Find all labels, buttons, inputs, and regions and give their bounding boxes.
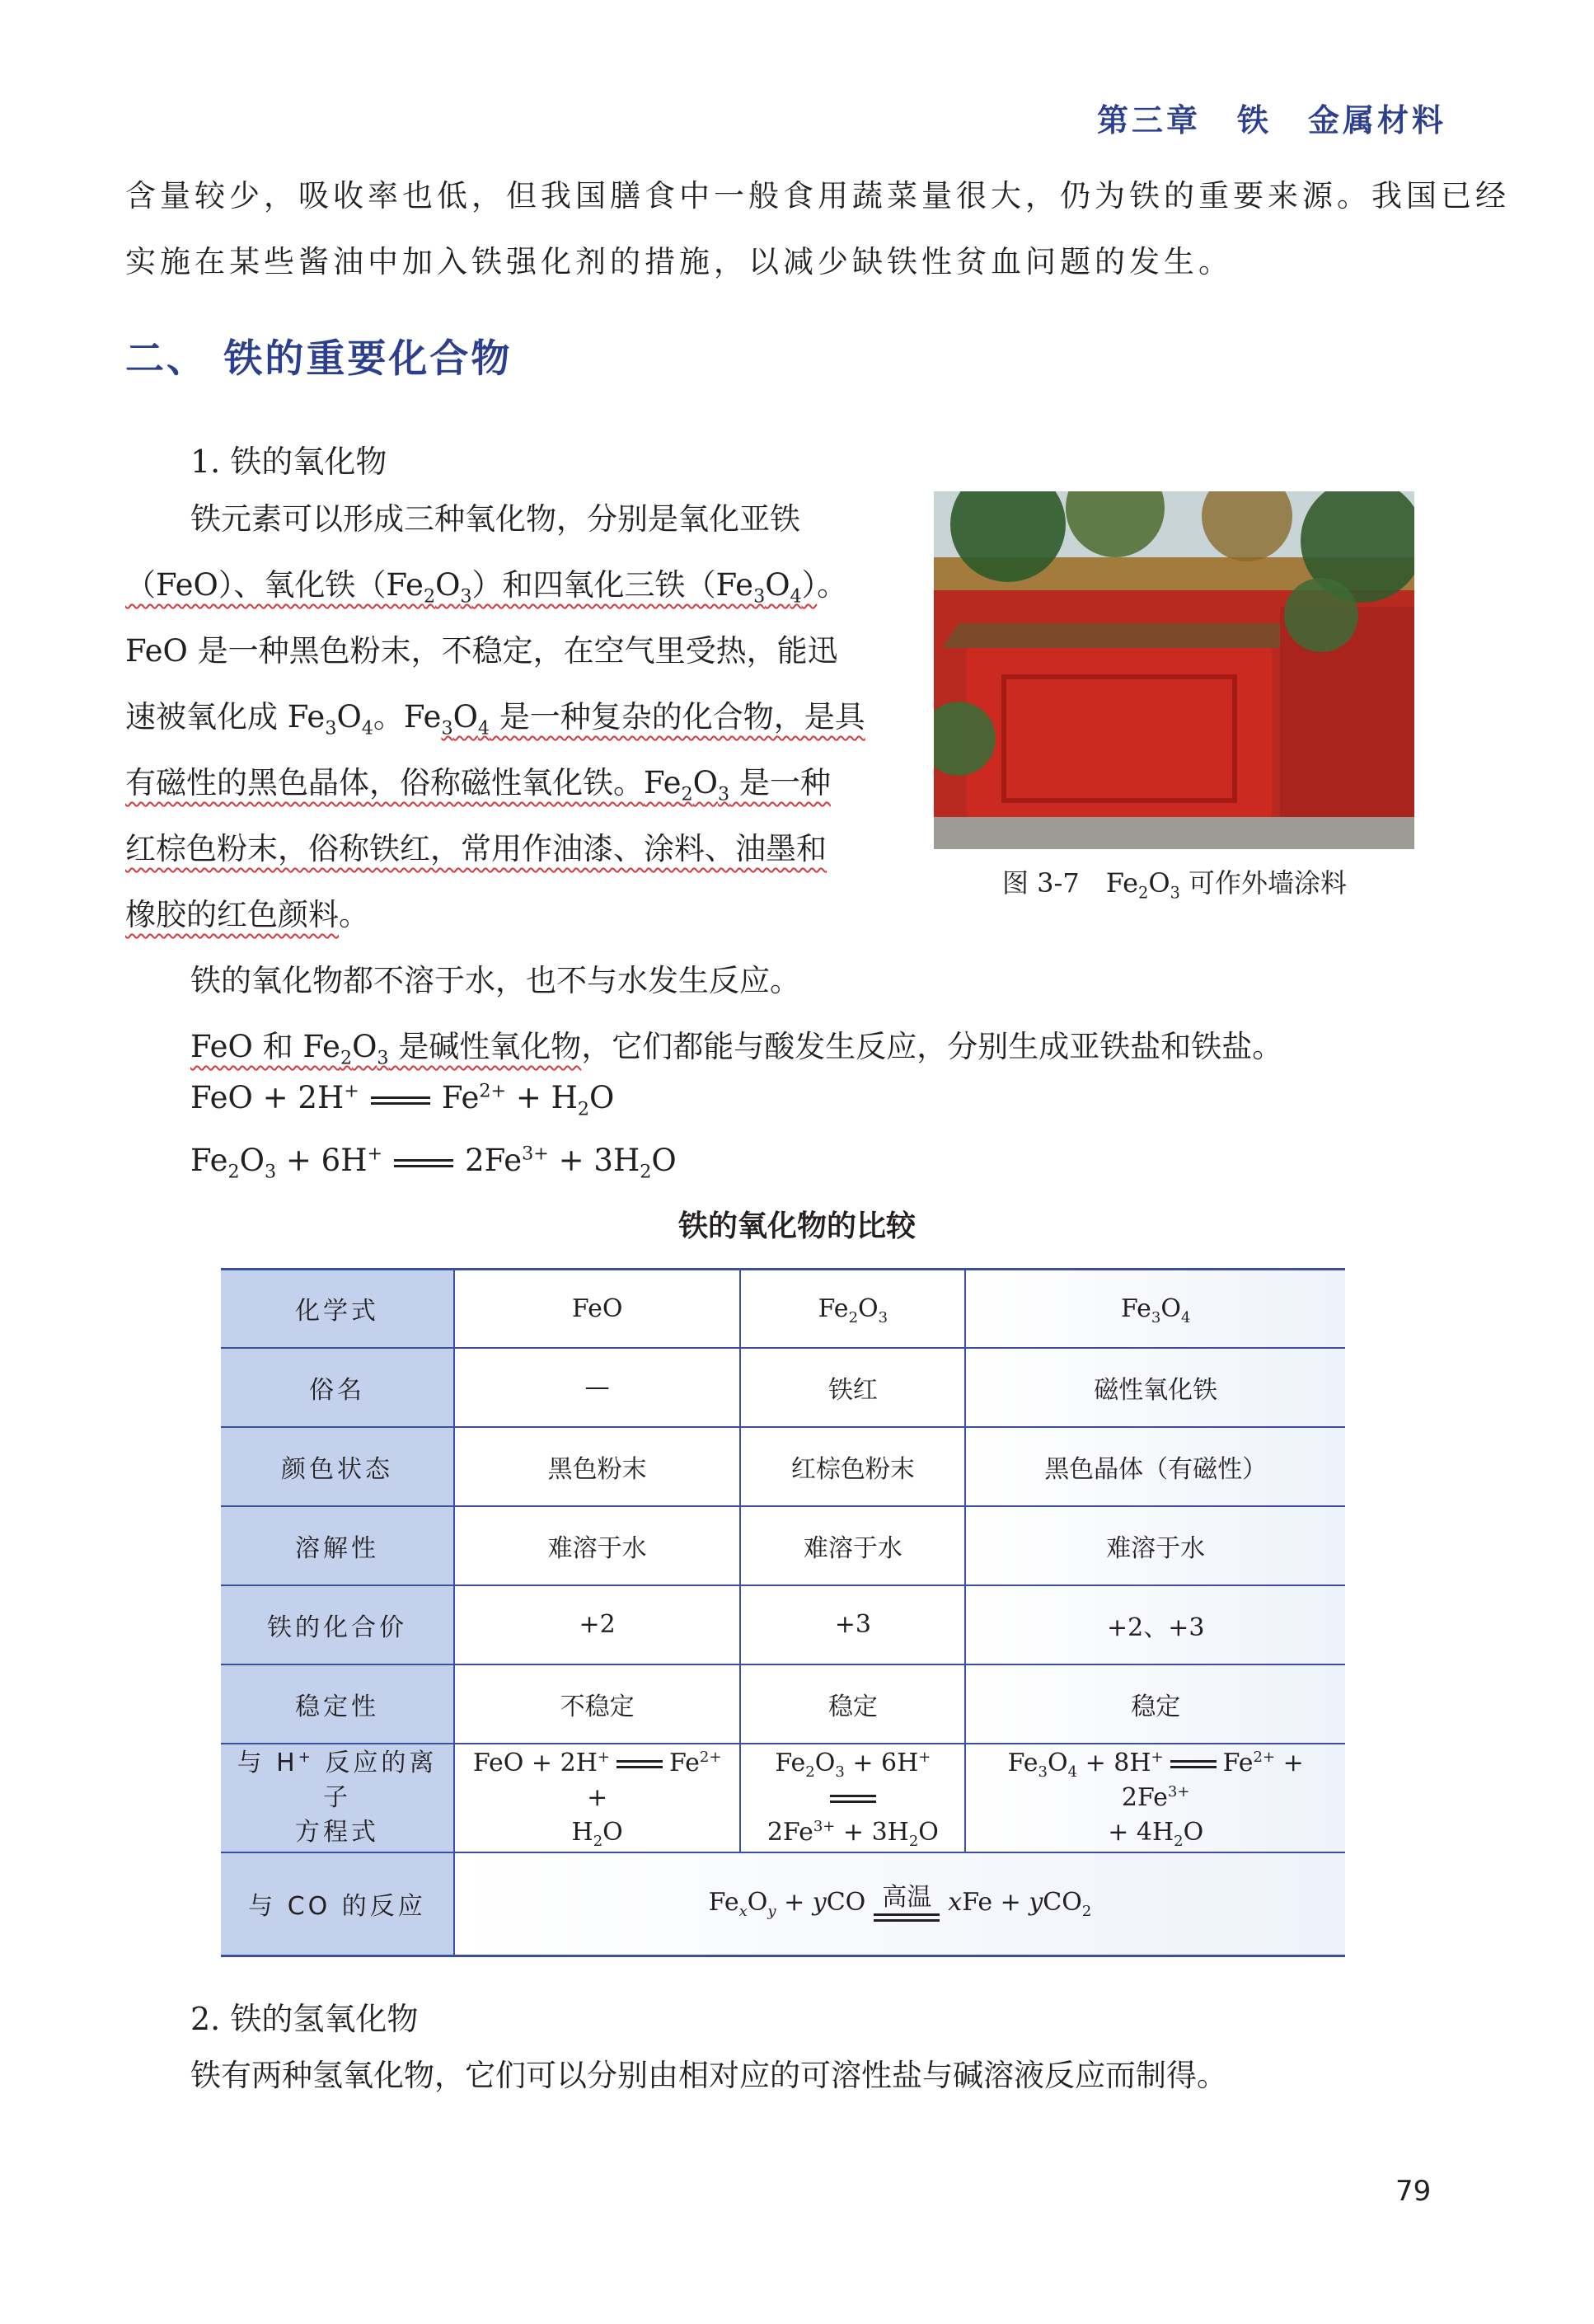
row-label-stability: 稳定性 xyxy=(221,1664,454,1744)
cell-acid-feo: FeO + 2H+ $Fe^{2+}$ + $H_2O$ xyxy=(454,1744,740,1852)
equals-sign xyxy=(1170,1760,1217,1768)
oxides-text-1: 铁元素可以形成三种氧化物，分别是氧化亚铁 xyxy=(190,501,800,537)
oxides-text-2: （FeO）、氧化铁$(Fe_2O_3)$和四氧化三铁$(Fe_3O_4)$ xyxy=(125,567,818,608)
cell-stability-fe3o4: 稳定 xyxy=(965,1664,1345,1744)
row-label-color: 颜色状态 xyxy=(221,1427,454,1506)
oxides-paragraph-line-6: 红棕色粉末，俗称铁红，常用作油漆、涂料、油墨和 xyxy=(125,831,827,866)
subsection-oxides-title: 1. 铁的氧化物 xyxy=(190,444,387,480)
chapter-label: 第三章 xyxy=(1096,102,1201,139)
oxides-paragraph-line-7: 橡胶的红色颜料。 xyxy=(125,897,369,932)
row-label-solubility: 溶解性 xyxy=(221,1506,454,1585)
cell-formula-feo: FeO xyxy=(454,1270,740,1348)
table-row xyxy=(221,1348,1345,1427)
cell-color-feo: 黑色粉末 xyxy=(454,1427,740,1506)
cell-acid-fe3o4: $Fe_3O_4 + 8H^+$ $Fe^{2+} + 2Fe^{3+}$ + $4H_2O$ xyxy=(965,1744,1345,1852)
intro-line-1: 含量较少，吸收率也低，但我国膳食中一般食用蔬菜量很大，仍为铁的重要来源。我国已经 xyxy=(125,178,1510,214)
palace-wall-illustration xyxy=(934,491,1414,849)
equation-fe2o3-acid: $Fe_2O_3 + 6H^+$ $2Fe^{3+} + 3H_2O$ xyxy=(190,1143,677,1183)
equation-feo-acid: FeO + 2H+ $Fe^{2+} + H_2O$ xyxy=(190,1080,615,1120)
subsection-hydroxides-title: 2. 铁的氢氧化物 xyxy=(190,2001,419,2037)
cell-solubility-fe2o3: 难溶于水 xyxy=(740,1506,965,1585)
oxides-paragraph-line-3 xyxy=(125,618,838,684)
cell-valence-feo: +2 xyxy=(454,1585,740,1664)
row-label-valence: 铁的化合价 xyxy=(221,1585,454,1664)
palace-wall-photo xyxy=(934,491,1414,849)
cell-solubility-fe3o4: 难溶于水 xyxy=(965,1506,1345,1585)
chapter-topic-metals: 金属材料 xyxy=(1307,102,1446,139)
equals-sign xyxy=(394,1159,453,1167)
cell-solubility-feo: 难溶于水 xyxy=(454,1506,740,1585)
oxide-comparison-table xyxy=(221,1268,1345,1957)
row-label-co-reaction: 与 CO 的反应 xyxy=(221,1852,454,1956)
chapter-header xyxy=(1097,95,1446,140)
oxides-paragraph-line-8: 铁的氧化物都不溶于水，也不与水发生反应。 xyxy=(190,963,800,998)
cell-formula-fe3o4: $Fe_3O_4$ xyxy=(965,1270,1345,1348)
cell-acid-fe2o3: $Fe_2O_3 + 6H^+$ $2Fe^{3+} + 3H_2O$ xyxy=(740,1744,965,1852)
oxides-paragraph-line-1 xyxy=(190,486,800,552)
row-label-acid-reaction: 与 H+ 反应的离子 方程式 xyxy=(221,1744,454,1852)
oxides-paragraph-line-5: 有磁性的黑色晶体，俗称磁性氧化铁。$Fe_2O_3$ 是一种 xyxy=(125,765,831,805)
row-label-formula: 化学式 xyxy=(221,1270,454,1348)
cell-name-fe2o3: 铁红 xyxy=(740,1348,965,1427)
oxides-paragraph-line-4: 速被氧化成 $Fe_3O_4$。$Fe_3O_4$ 是一种复杂的化合物，是具 xyxy=(125,699,865,739)
page-number: 79 xyxy=(1395,2175,1432,2208)
cell-valence-fe2o3: +3 xyxy=(740,1585,965,1664)
cell-stability-feo: 不稳定 xyxy=(454,1664,740,1744)
row-label-name: 俗名 xyxy=(221,1348,454,1427)
high-temperature-equals: 高温 xyxy=(874,1885,940,1922)
table-row xyxy=(221,1506,1345,1585)
figure-caption: 图 3-7 $Fe_2O_3$ 可作外墙涂料 xyxy=(1002,867,1347,903)
equals-sign xyxy=(617,1760,663,1768)
table-title: 铁的氧化物的比较 xyxy=(677,1209,916,1243)
table-row xyxy=(221,1852,1345,1956)
equals-sign xyxy=(830,1795,876,1803)
hydroxides-paragraph: 铁有两种氢氧化物，它们可以分别由相对应的可溶性盐与碱溶液反应而制得。 xyxy=(190,2058,1227,2093)
table-row xyxy=(221,1270,1345,1348)
oxides-paragraph-line-9: FeO 和 $Fe_2O_3$ 是碱性氧化物，它们都能与酸发生反应，分别生成亚铁盐和铁盐。 xyxy=(190,1029,1283,1069)
table-row xyxy=(221,1664,1345,1744)
cell-co-reaction: $Fe_xO_y$ + yCO 高温 xFe + yCO$_2$ xyxy=(454,1852,1345,1956)
cell-color-fe3o4: 黑色晶体（有磁性） xyxy=(965,1427,1345,1506)
cell-name-feo: — xyxy=(454,1348,740,1427)
cell-name-fe3o4: 磁性氧化铁 xyxy=(965,1348,1345,1427)
section-title: 二、 铁的重要化合物 xyxy=(125,336,513,382)
chapter-topic-iron: 铁 xyxy=(1236,102,1272,139)
cell-stability-fe2o3: 稳定 xyxy=(740,1664,965,1744)
oxides-paragraph-line-2: （FeO）、氧化铁$(Fe_2O_3)$和四氧化三铁$(Fe_3O_4)$。 xyxy=(125,567,848,608)
equals-sign xyxy=(371,1096,430,1105)
table-row xyxy=(221,1427,1345,1506)
intro-line-2: 实施在某些酱油中加入铁强化剂的措施，以减少缺铁性贫血问题的发生。 xyxy=(125,244,1233,279)
table-row xyxy=(221,1585,1345,1664)
cell-color-fe2o3: 红棕色粉末 xyxy=(740,1427,965,1506)
cell-valence-fe3o4: +2、+3 xyxy=(965,1585,1345,1664)
oxides-text-3: FeO 是一种黑色粉末，不稳定，在空气里受热，能迅 xyxy=(125,633,838,669)
cell-formula-fe2o3: $Fe_2O_3$ xyxy=(740,1270,965,1348)
table-row xyxy=(221,1744,1345,1852)
